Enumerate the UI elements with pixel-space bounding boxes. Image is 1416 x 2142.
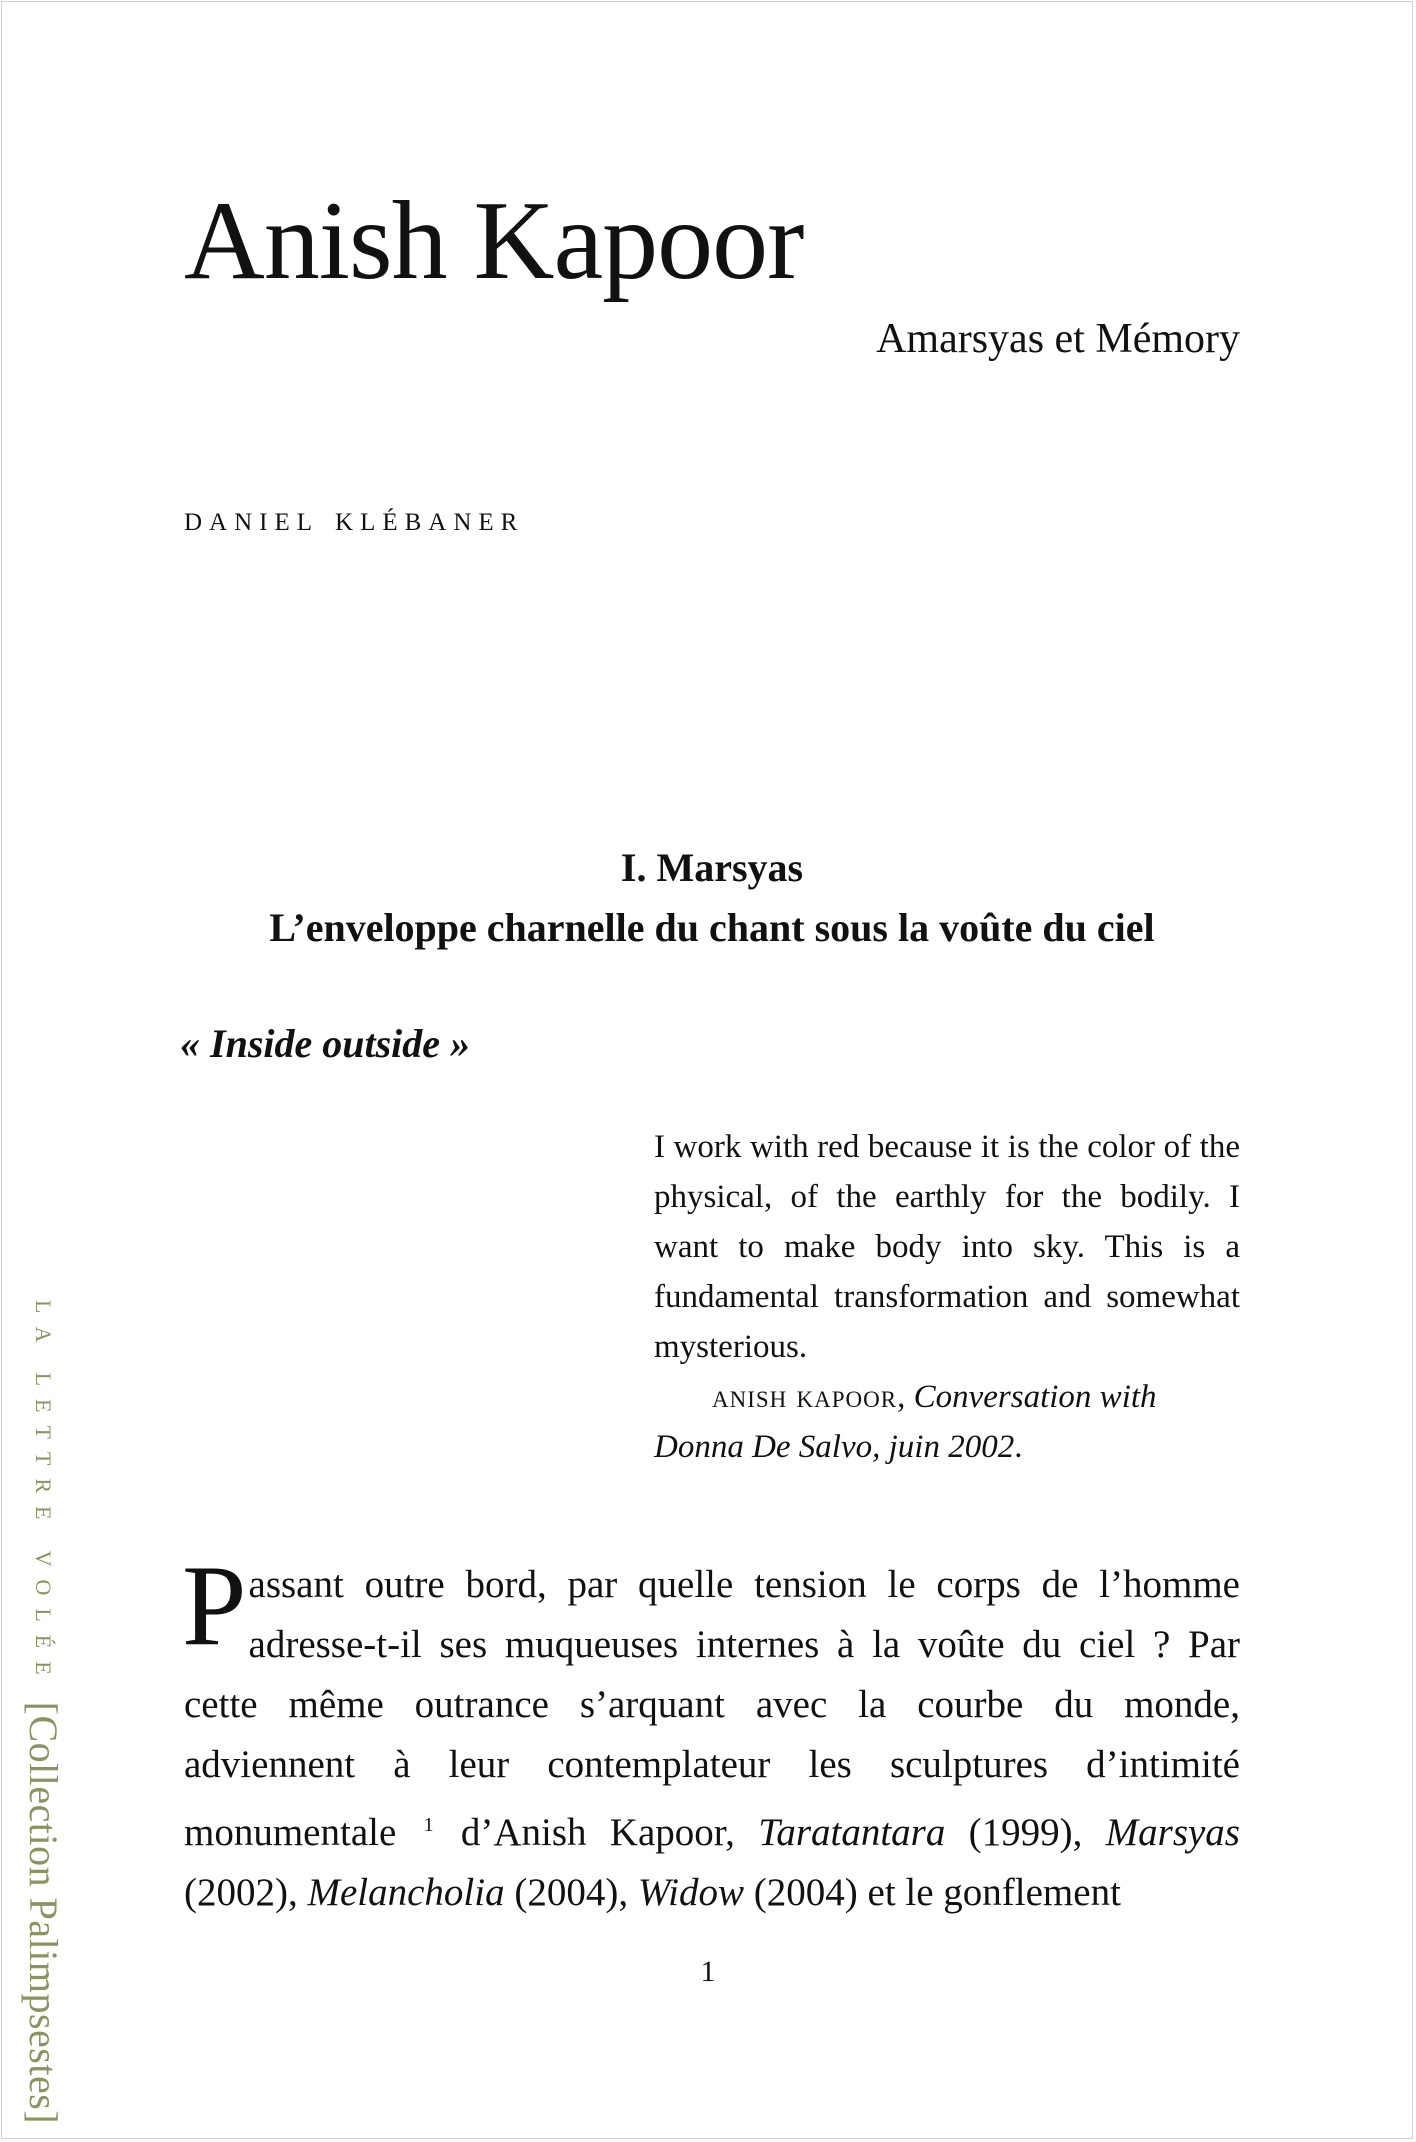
body-text-part-1: assant outre bord, par quelle tension le corps de l’homme adresse-t-il ses muqueuses internes à la voûte du ciel ? Par cette même outrance s’arquant avec la courbe du monde, adviennent à leur contemplateur les sculptures d’intimité monumentale	[184, 1563, 1240, 1854]
body-text-part-3: (1999),	[968, 1811, 1083, 1854]
section-heading-line-1: I. Marsyas	[620, 845, 804, 890]
spine-imprint: LA LETTRE VOLÉE	[31, 1300, 56, 1688]
spine-collection: [Collection Palimpsestes]	[21, 1701, 66, 2125]
epigraph	[654, 1122, 1240, 1472]
section-heading-line-2: L’enveloppe charnelle du chant sous la voûte du ciel	[269, 905, 1155, 950]
drop-cap: P	[182, 1542, 247, 1670]
epigraph-quote: I work with red because it is the color of the physical, of the earthly for the bodily. I want to make body into sky. This is a fundamental transformation and somewhat mysterious.	[654, 1129, 1240, 1365]
author-name: daniel klébaner	[184, 498, 525, 538]
epigraph-source	[654, 1372, 1240, 1472]
epigraph-source-name: anish kapoor	[712, 1379, 898, 1415]
work-title-melancholia: Melancholia	[307, 1871, 505, 1914]
footnote-reference[interactable]: 1	[423, 1814, 434, 1836]
body-text-part-6: (2004) et le gonflement	[753, 1871, 1121, 1914]
body-text-part-2: d’Anish Kapoor,	[460, 1811, 735, 1854]
epigraph-source-title: Conversation with Donna De Salvo, juin 2002	[654, 1379, 1157, 1465]
body-text-part-5: (2004),	[514, 1871, 629, 1914]
page-number: 1	[700, 1955, 716, 1988]
work-title-marsyas: Marsyas	[1105, 1811, 1240, 1854]
epigraph-source-separator: ,	[897, 1379, 914, 1415]
work-title-widow: Widow	[637, 1871, 745, 1914]
body-paragraph	[182, 1542, 1240, 1923]
book-title: Anish Kapoor	[184, 179, 804, 303]
work-title-taratantara: Taratantara	[758, 1811, 946, 1854]
section-heading	[184, 838, 1240, 958]
spine-text	[21, 1300, 65, 2124]
body-text-part-4: (2002),	[184, 1871, 298, 1914]
book-subtitle: Amarsyas et Mémory	[876, 316, 1240, 362]
epigraph-source-end: .	[1014, 1429, 1023, 1465]
epigraph-title: « Inside outside »	[180, 1021, 471, 1066]
